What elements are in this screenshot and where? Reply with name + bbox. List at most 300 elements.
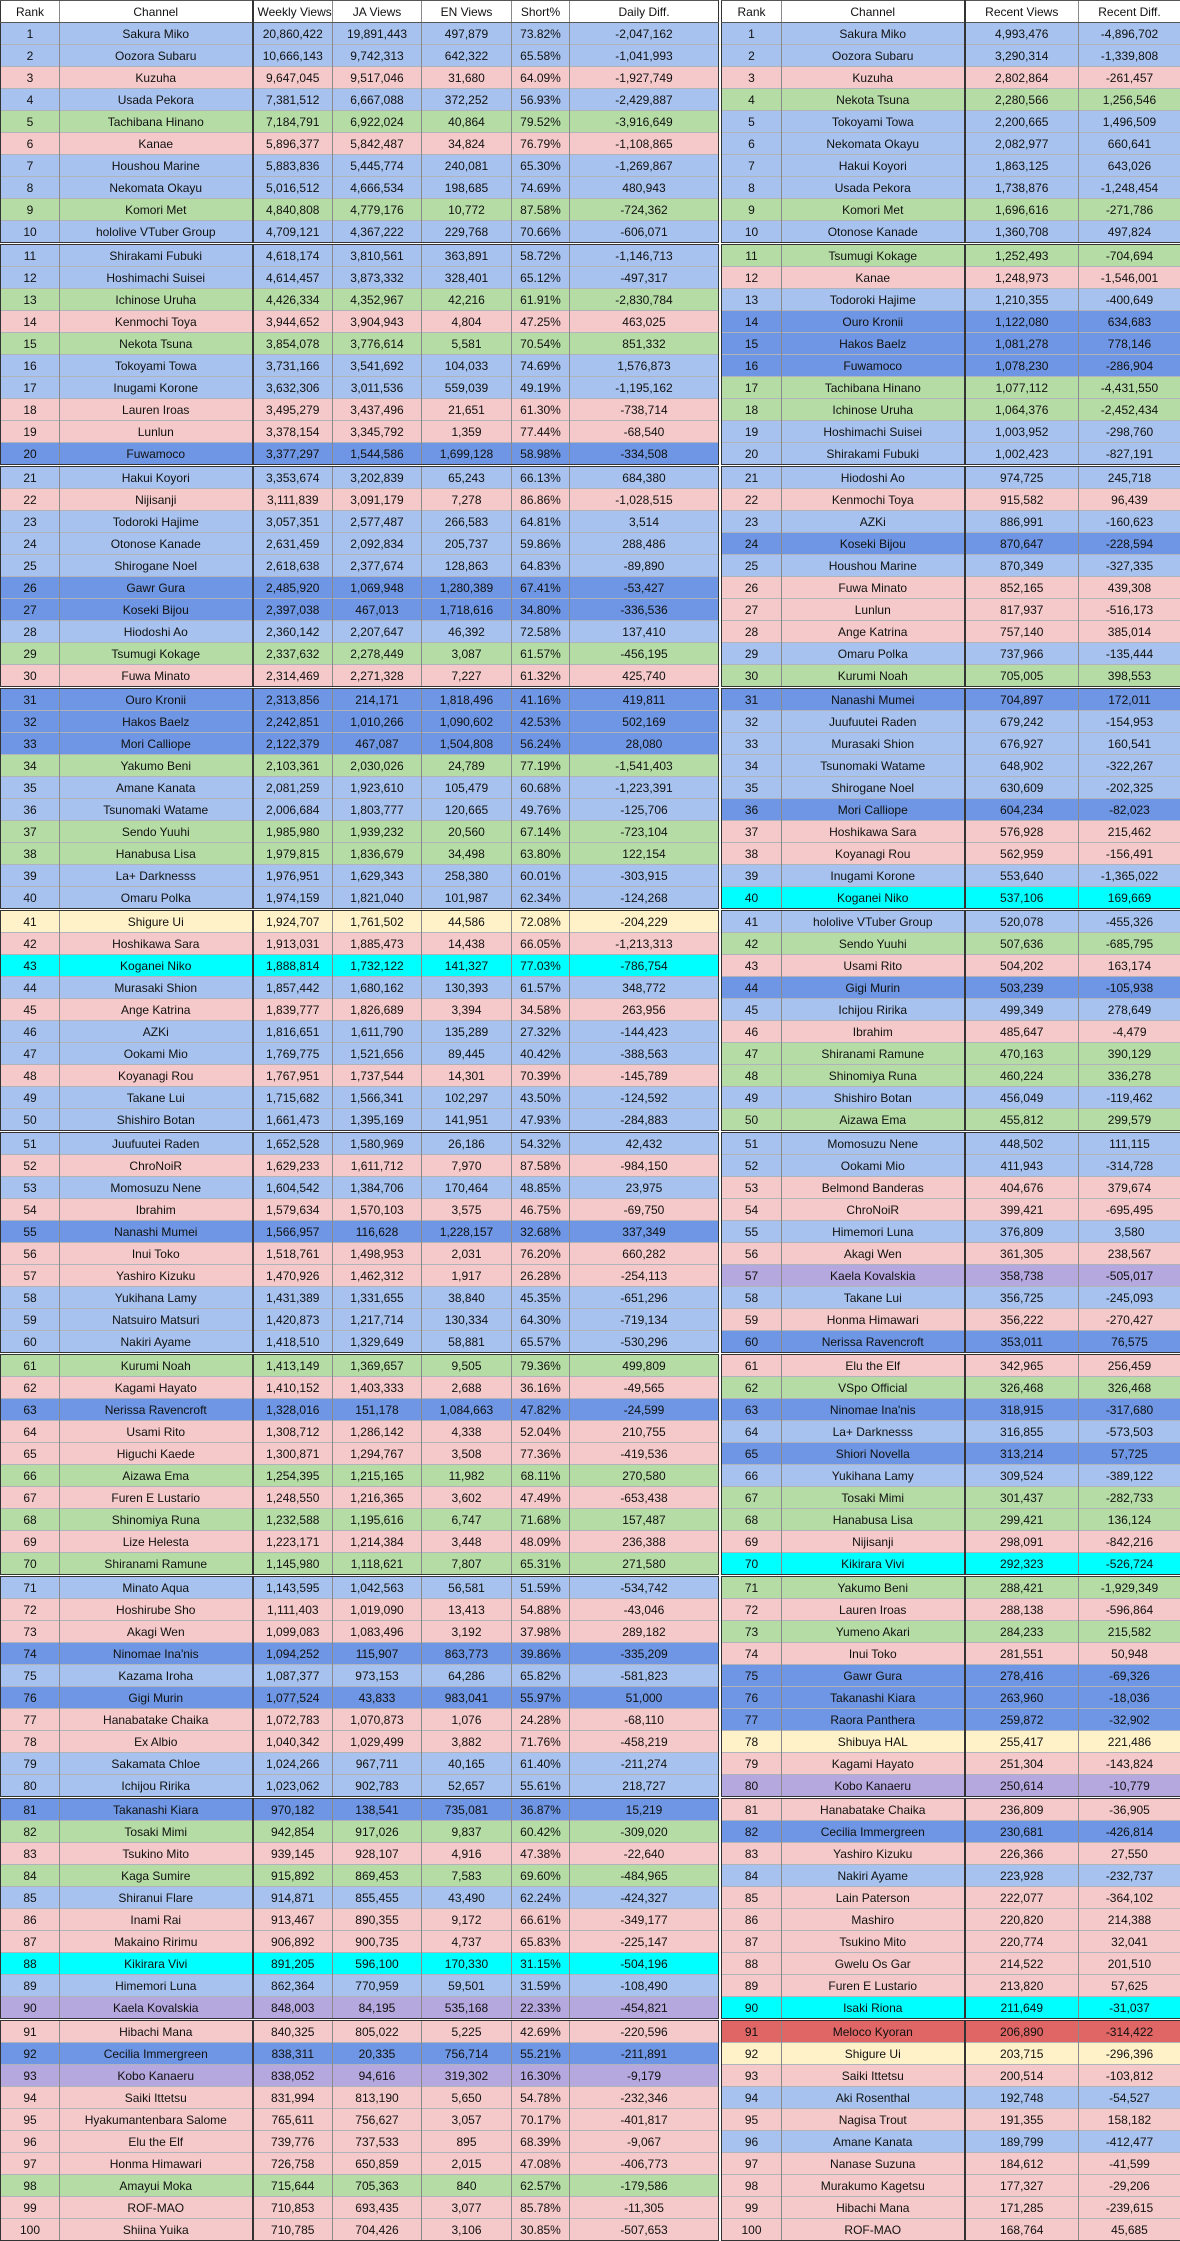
daily-diff-cell: -211,891 <box>570 2043 719 2065</box>
table-row[interactable] <box>722 511 1180 533</box>
channel-cell: Lunlun <box>60 421 253 443</box>
table-row[interactable] <box>722 1798 1180 1821</box>
table-row[interactable] <box>1 1199 719 1221</box>
table-row[interactable] <box>722 399 1180 421</box>
rank-cell: 42 <box>1 933 60 955</box>
table-row[interactable] <box>722 1709 1180 1731</box>
rank-cell: 28 <box>1 621 60 643</box>
short-pct-cell: 68.11% <box>512 1465 570 1487</box>
table-row[interactable] <box>722 1331 1180 1354</box>
rank-cell: 22 <box>1 489 60 511</box>
weekly-views-cell: 2,006,684 <box>253 799 333 821</box>
table-row[interactable] <box>722 377 1180 399</box>
table-row[interactable] <box>722 1553 1180 1576</box>
table-row[interactable] <box>1 1243 719 1265</box>
table-row[interactable] <box>1 1399 719 1421</box>
daily-diff-cell: -984,150 <box>570 1155 719 1177</box>
table-row[interactable] <box>722 1865 1180 1887</box>
col-header-daily-diff[interactable]: Daily Diff. <box>570 1 719 23</box>
table-row[interactable] <box>722 933 1180 955</box>
table-row[interactable] <box>1 1576 719 1599</box>
table-row[interactable] <box>722 355 1180 377</box>
ja-views-cell: 1,010,266 <box>333 711 422 733</box>
table-row[interactable] <box>1 665 719 688</box>
table-row[interactable] <box>1 688 719 711</box>
table-row[interactable] <box>1 1132 719 1155</box>
table-row[interactable] <box>1 1753 719 1775</box>
table-row[interactable] <box>1 1798 719 1821</box>
table-row[interactable] <box>722 1287 1180 1309</box>
table-row[interactable] <box>1 199 719 221</box>
table-row[interactable] <box>1 2219 719 2241</box>
table-row[interactable] <box>722 1576 1180 1599</box>
rank-cell: 65 <box>1 1443 60 1465</box>
table-row[interactable] <box>1 111 719 133</box>
table-row[interactable] <box>722 133 1180 155</box>
table-row[interactable] <box>1 1487 719 1509</box>
weekly-views-cell: 1,769,775 <box>253 1043 333 1065</box>
table-row[interactable] <box>722 1487 1180 1509</box>
table-row[interactable] <box>1 133 719 155</box>
recent-views-cell: 757,140 <box>965 621 1079 643</box>
channel-cell: Inami Rai <box>60 1909 253 1931</box>
table-row[interactable] <box>1 1021 719 1043</box>
table-row[interactable] <box>722 199 1180 221</box>
table-row[interactable] <box>1 577 719 599</box>
table-row[interactable] <box>1 333 719 355</box>
channel-cell: Lize Helesta <box>60 1531 253 1553</box>
weekly-views-cell: 2,314,469 <box>253 665 333 688</box>
rank-cell: 71 <box>1 1576 60 1599</box>
rank-cell: 8 <box>1 177 60 199</box>
rank-cell: 38 <box>722 843 782 865</box>
rank-cell: 30 <box>722 665 782 688</box>
table-row[interactable] <box>722 2043 1180 2065</box>
table-row[interactable] <box>722 289 1180 311</box>
table-row[interactable] <box>1 377 719 399</box>
table-row[interactable] <box>1 777 719 799</box>
table-row[interactable] <box>1 755 719 777</box>
col-header-recent-diff[interactable]: Recent Diff. <box>1079 1 1180 23</box>
table-row[interactable] <box>1 865 719 887</box>
table-row[interactable] <box>722 1087 1180 1109</box>
channel-cell: Usada Pekora <box>782 177 965 199</box>
en-views-cell: 266,583 <box>422 511 512 533</box>
rank-cell: 50 <box>1 1109 60 1132</box>
daily-diff-cell: -232,346 <box>570 2087 719 2109</box>
table-row[interactable] <box>1 177 719 199</box>
channel-cell: Fuwamoco <box>60 443 253 466</box>
table-row[interactable] <box>722 1443 1180 1465</box>
table-row[interactable] <box>722 2175 1180 2197</box>
weekly-views-cell: 9,647,045 <box>253 67 333 89</box>
table-row[interactable] <box>1 621 719 643</box>
table-row[interactable] <box>722 1731 1180 1753</box>
table-row[interactable] <box>1 799 719 821</box>
table-row[interactable] <box>722 1221 1180 1243</box>
rank-cell: 36 <box>1 799 60 821</box>
table-row[interactable] <box>722 799 1180 821</box>
table-row[interactable] <box>722 1399 1180 1421</box>
table-row[interactable] <box>722 1377 1180 1399</box>
table-row[interactable] <box>1 421 719 443</box>
daily-diff-cell: -309,020 <box>570 1821 719 1843</box>
rank-cell: 73 <box>722 1621 782 1643</box>
table-row[interactable] <box>722 821 1180 843</box>
channel-cell: Gigi Murin <box>782 977 965 999</box>
table-row[interactable] <box>1 2197 719 2219</box>
short-pct-cell: 77.19% <box>512 755 570 777</box>
table-row[interactable] <box>1 1421 719 1443</box>
weekly-views-cell: 915,892 <box>253 1865 333 1887</box>
recent-diff-cell: 634,683 <box>1079 311 1180 333</box>
weekly-views-cell: 1,715,682 <box>253 1087 333 1109</box>
col-header-rank[interactable]: Rank <box>1 1 60 23</box>
table-row[interactable] <box>1 910 719 933</box>
table-row[interactable] <box>1 23 719 45</box>
table-row[interactable] <box>1 733 719 755</box>
col-header-recent-views[interactable]: Recent Views <box>965 1 1079 23</box>
table-row[interactable] <box>1 1155 719 1177</box>
table-row[interactable] <box>1 1997 719 2020</box>
table-row[interactable] <box>722 1997 1180 2020</box>
short-pct-cell: 76.79% <box>512 133 570 155</box>
table-row[interactable] <box>1 1177 719 1199</box>
table-row[interactable] <box>1 1931 719 1953</box>
table-row[interactable] <box>722 1621 1180 1643</box>
recent-diff-cell: -1,248,454 <box>1079 177 1180 199</box>
recent-diff-cell: -82,023 <box>1079 799 1180 821</box>
table-row[interactable] <box>722 1775 1180 1798</box>
table-row[interactable] <box>722 1887 1180 1909</box>
short-pct-cell: 65.31% <box>512 1553 570 1576</box>
recent-diff-cell: 643,026 <box>1079 155 1180 177</box>
table-row[interactable] <box>722 45 1180 67</box>
col-header-channel[interactable]: Channel <box>782 1 965 23</box>
short-pct-cell: 66.13% <box>512 466 570 489</box>
table-row[interactable] <box>1 1553 719 1576</box>
channel-cell: Komori Met <box>60 199 253 221</box>
table-row[interactable] <box>1 1443 719 1465</box>
table-row[interactable] <box>722 221 1180 244</box>
recent-diff-cell: -31,037 <box>1079 1997 1180 2020</box>
table-row[interactable] <box>1 1821 719 1843</box>
table-row[interactable] <box>722 1177 1180 1199</box>
table-row[interactable] <box>722 733 1180 755</box>
table-row[interactable] <box>1 821 719 843</box>
table-row[interactable] <box>1 1975 719 1997</box>
table-row[interactable] <box>1 1287 719 1309</box>
rank-cell: 24 <box>1 533 60 555</box>
channel-cell: Yukihana Lamy <box>782 1465 965 1487</box>
table-row[interactable] <box>1 466 719 489</box>
channel-cell: Takanashi Kiara <box>60 1798 253 1821</box>
table-row[interactable] <box>722 688 1180 711</box>
channel-cell: Tachibana Hinano <box>60 111 253 133</box>
table-row[interactable] <box>722 621 1180 643</box>
table-row[interactable] <box>1 155 719 177</box>
table-row[interactable] <box>1 599 719 621</box>
table-row[interactable] <box>722 843 1180 865</box>
en-views-cell: 4,737 <box>422 1931 512 1953</box>
weekly-views-cell: 848,003 <box>253 1997 333 2020</box>
table-row[interactable] <box>1 2109 719 2131</box>
table-row[interactable] <box>722 533 1180 555</box>
table-row[interactable] <box>1 1599 719 1621</box>
weekly-views-cell: 1,072,783 <box>253 1709 333 1731</box>
table-row[interactable] <box>1 643 719 665</box>
table-row[interactable] <box>1 2153 719 2175</box>
table-row[interactable] <box>1 1065 719 1087</box>
table-row[interactable] <box>722 466 1180 489</box>
table-row[interactable] <box>722 865 1180 887</box>
table-row[interactable] <box>1 1665 719 1687</box>
table-row[interactable] <box>1 1109 719 1132</box>
table-row[interactable] <box>1 1687 719 1709</box>
table-row[interactable] <box>1 244 719 267</box>
table-row[interactable] <box>1 2043 719 2065</box>
table-row[interactable] <box>722 177 1180 199</box>
channel-cell: Hanabusa Lisa <box>782 1509 965 1531</box>
table-row[interactable] <box>1 1377 719 1399</box>
table-row[interactable] <box>722 1909 1180 1931</box>
table-row[interactable] <box>1 489 719 511</box>
table-row[interactable] <box>1 555 719 577</box>
daily-diff-cell: -211,274 <box>570 1753 719 1775</box>
channel-cell: Kaela Kovalskia <box>782 1265 965 1287</box>
rank-cell: 61 <box>1 1354 60 1377</box>
table-row[interactable] <box>1 2065 719 2087</box>
table-row[interactable] <box>722 755 1180 777</box>
table-row[interactable] <box>722 665 1180 688</box>
table-row[interactable] <box>1 955 719 977</box>
table-row[interactable] <box>1 843 719 865</box>
table-row[interactable] <box>722 1753 1180 1775</box>
table-row[interactable] <box>1 2020 719 2043</box>
table-row[interactable] <box>1 45 719 67</box>
channel-cell: Raora Panthera <box>782 1709 965 1731</box>
table-row[interactable] <box>722 2153 1180 2175</box>
table-row[interactable] <box>722 244 1180 267</box>
table-row[interactable] <box>722 2065 1180 2087</box>
weekly-views-cell: 20,860,422 <box>253 23 333 45</box>
table-row[interactable] <box>1 1731 719 1753</box>
table-row[interactable] <box>1 1953 719 1975</box>
ja-views-cell: 3,776,614 <box>333 333 422 355</box>
table-row[interactable] <box>1 1465 719 1487</box>
table-row[interactable] <box>722 1531 1180 1553</box>
table-row[interactable] <box>722 955 1180 977</box>
col-header-channel[interactable]: Channel <box>60 1 253 23</box>
table-row[interactable] <box>722 67 1180 89</box>
table-row[interactable] <box>722 111 1180 133</box>
table-row[interactable] <box>722 1465 1180 1487</box>
channel-cell: Yumeno Akari <box>782 1621 965 1643</box>
table-row[interactable] <box>722 1309 1180 1331</box>
table-row[interactable] <box>722 1599 1180 1621</box>
ja-views-cell: 214,171 <box>333 688 422 711</box>
weekly-views-cell: 3,944,652 <box>253 311 333 333</box>
short-pct-cell: 39.86% <box>512 1643 570 1665</box>
table-row[interactable] <box>722 489 1180 511</box>
col-header-weekly-views[interactable]: Weekly Views <box>253 1 333 23</box>
table-row[interactable] <box>722 1132 1180 1155</box>
table-row[interactable] <box>1 1843 719 1865</box>
table-row[interactable] <box>1 1309 719 1331</box>
daily-diff-cell: -2,830,784 <box>570 289 719 311</box>
table-row[interactable] <box>722 999 1180 1021</box>
table-row[interactable] <box>722 1509 1180 1531</box>
table-row[interactable] <box>722 267 1180 289</box>
table-row[interactable] <box>1 711 719 733</box>
daily-diff-cell: -1,041,993 <box>570 45 719 67</box>
table-row[interactable] <box>722 421 1180 443</box>
table-row[interactable] <box>1 999 719 1021</box>
rank-cell: 51 <box>1 1132 60 1155</box>
daily-diff-cell: 51,000 <box>570 1687 719 1709</box>
daily-diff-cell: 851,332 <box>570 333 719 355</box>
table-row[interactable] <box>722 89 1180 111</box>
col-header-rank[interactable]: Rank <box>722 1 782 23</box>
table-row[interactable] <box>1 1331 719 1354</box>
table-row[interactable] <box>722 1043 1180 1065</box>
table-row[interactable] <box>1 511 719 533</box>
table-row[interactable] <box>722 1199 1180 1221</box>
short-pct-cell: 65.30% <box>512 155 570 177</box>
table-row[interactable] <box>1 1043 719 1065</box>
table-row[interactable] <box>722 1687 1180 1709</box>
table-row[interactable] <box>1 533 719 555</box>
table-row[interactable] <box>1 1354 719 1377</box>
short-pct-cell: 51.59% <box>512 1576 570 1599</box>
table-row[interactable] <box>722 443 1180 466</box>
table-row[interactable] <box>722 2020 1180 2043</box>
table-row[interactable] <box>722 1109 1180 1132</box>
table-row[interactable] <box>722 555 1180 577</box>
recent-views-cell: 974,725 <box>965 466 1079 489</box>
table-row[interactable] <box>722 1665 1180 1687</box>
table-row[interactable] <box>1 1221 719 1243</box>
table-row[interactable] <box>722 643 1180 665</box>
channel-cell: Akagi Wen <box>782 1243 965 1265</box>
channel-cell: Yashiro Kizuku <box>60 1265 253 1287</box>
short-pct-cell: 49.19% <box>512 377 570 399</box>
table-row[interactable] <box>1 311 719 333</box>
table-row[interactable] <box>722 1421 1180 1443</box>
rank-cell: 19 <box>722 421 782 443</box>
table-row[interactable] <box>1 89 719 111</box>
rank-cell: 57 <box>722 1265 782 1287</box>
table-row[interactable] <box>722 1354 1180 1377</box>
table-row[interactable] <box>722 1265 1180 1287</box>
table-row[interactable] <box>722 2197 1180 2219</box>
ja-views-cell: 770,959 <box>333 1975 422 1997</box>
table-row[interactable] <box>722 1243 1180 1265</box>
table-row[interactable] <box>1 2131 719 2153</box>
table-row[interactable] <box>1 1621 719 1643</box>
table-row[interactable] <box>1 1265 719 1287</box>
table-row[interactable] <box>722 2087 1180 2109</box>
rank-cell: 19 <box>1 421 60 443</box>
rank-cell: 51 <box>722 1132 782 1155</box>
table-row[interactable] <box>722 599 1180 621</box>
recent-views-cell: 460,224 <box>965 1065 1079 1087</box>
table-row[interactable] <box>722 1975 1180 1997</box>
rank-cell: 57 <box>1 1265 60 1287</box>
table-row[interactable] <box>1 2087 719 2109</box>
table-row[interactable] <box>1 1509 719 1531</box>
table-row[interactable] <box>722 155 1180 177</box>
table-row[interactable] <box>1 1531 719 1553</box>
table-row[interactable] <box>1 1709 719 1731</box>
table-row[interactable] <box>1 289 719 311</box>
table-row[interactable] <box>722 311 1180 333</box>
table-row[interactable] <box>1 399 719 421</box>
table-row[interactable] <box>722 2109 1180 2131</box>
table-row[interactable] <box>1 2175 719 2197</box>
en-views-cell: 3,602 <box>422 1487 512 1509</box>
col-header-en-views[interactable]: EN Views <box>422 1 512 23</box>
table-row[interactable] <box>722 23 1180 45</box>
recent-views-cell: 278,416 <box>965 1665 1079 1687</box>
table-row[interactable] <box>722 2219 1180 2241</box>
table-row[interactable] <box>1 1775 719 1798</box>
daily-diff-cell: -388,563 <box>570 1043 719 1065</box>
table-row[interactable] <box>722 1021 1180 1043</box>
table-row[interactable] <box>1 1887 719 1909</box>
table-row[interactable] <box>722 333 1180 355</box>
table-row[interactable] <box>1 887 719 910</box>
table-row[interactable] <box>1 977 719 999</box>
table-row[interactable] <box>1 443 719 466</box>
table-row[interactable] <box>1 221 719 244</box>
col-header-ja-views[interactable]: JA Views <box>333 1 422 23</box>
col-header-short-pct[interactable]: Short% <box>512 1 570 23</box>
table-row[interactable] <box>1 1909 719 1931</box>
table-row[interactable] <box>1 1087 719 1109</box>
daily-diff-cell: -24,599 <box>570 1399 719 1421</box>
table-row[interactable] <box>722 1643 1180 1665</box>
recent-diff-cell: 379,674 <box>1079 1177 1180 1199</box>
table-row[interactable] <box>722 1155 1180 1177</box>
table-row[interactable] <box>722 910 1180 933</box>
table-row[interactable] <box>1 933 719 955</box>
channel-cell: Koseki Bijou <box>60 599 253 621</box>
table-row[interactable] <box>722 977 1180 999</box>
rank-cell: 31 <box>1 688 60 711</box>
table-row[interactable] <box>722 887 1180 910</box>
table-row[interactable] <box>722 1821 1180 1843</box>
ja-views-cell: 1,069,948 <box>333 577 422 599</box>
rank-cell: 93 <box>1 2065 60 2087</box>
table-row[interactable] <box>1 267 719 289</box>
table-row[interactable] <box>722 1843 1180 1865</box>
table-row[interactable] <box>722 1931 1180 1953</box>
channel-cell: Tachibana Hinano <box>782 377 965 399</box>
recent-views-cell: 206,890 <box>965 2020 1079 2043</box>
table-row[interactable] <box>722 1953 1180 1975</box>
table-row[interactable] <box>1 67 719 89</box>
table-row[interactable] <box>722 1065 1180 1087</box>
table-row[interactable] <box>1 1865 719 1887</box>
table-row[interactable] <box>722 2131 1180 2153</box>
table-row[interactable] <box>722 777 1180 799</box>
table-row[interactable] <box>722 711 1180 733</box>
table-row[interactable] <box>1 1643 719 1665</box>
en-views-cell: 863,773 <box>422 1643 512 1665</box>
table-row[interactable] <box>722 577 1180 599</box>
table-row[interactable] <box>1 355 719 377</box>
